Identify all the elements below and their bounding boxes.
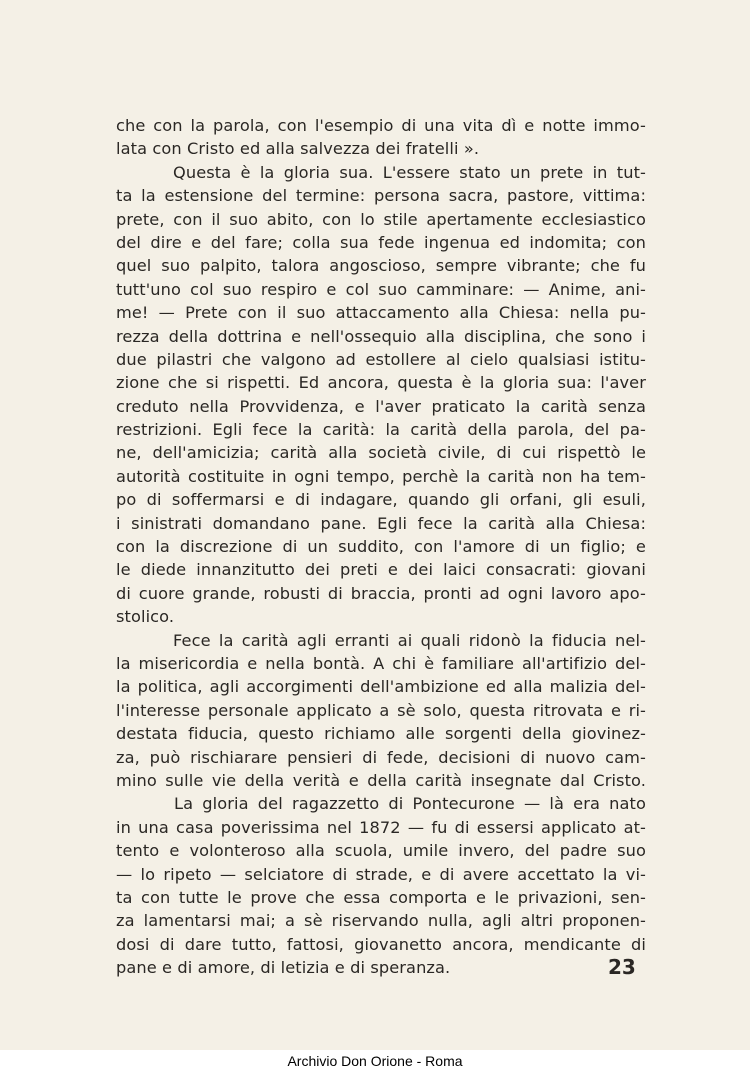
archive-footer: Archivio Don Orione - Roma [0,1050,750,1072]
text-line: che con la parola, con l'esempio di una vita dì e notte immo- [116,116,646,135]
text-line: tento e volonteroso alla scuola, umile invero, del padre suo [116,841,646,861]
text-line: stolico. [116,607,175,627]
text-line: del dire e del fare; colla sua fede ingenua ed indomita; con [116,232,646,252]
text-line: la politica, agli accorgimenti dell'ambizione ed alla malizia del- [116,677,646,697]
text-line: me! — Prete con il suo attaccamento alla Chiesa: nella pu- [116,303,646,323]
text-line: di cuore grande, robusti di braccia, pronti ad ogni lavoro apo- [116,583,646,603]
text-line: autorità costituite in ogni tempo, perchè la carità non ha tem- [116,466,646,486]
text-line: dosi di dare tutto, fattosi, giovanetto ancora, mendicante di [116,934,646,954]
text-line: prete, con il suo abito, con lo stile apertamente ecclesiastico [116,209,646,229]
text-line: Questa è la gloria sua. L'essere stato un prete in tut- [173,162,646,182]
text-line: tutt'uno col suo respiro e col suo camminare: — Anime, ani- [116,279,646,299]
text-line: i sinistrati domandano pane. Egli fece la carità alla Chiesa: [116,513,646,533]
text-line: — lo ripeto — selciatore di strade, e di avere accettato la vi- [116,864,646,884]
text-line: la misericordia e nella bontà. A chi è familiare all'artifizio del- [116,653,646,673]
text-line: za, può rischiarare pensieri di fede, decisioni di nuovo cam- [116,747,646,767]
text-line: ne, dell'amicizia; carità alla società civile, di cui rispettò le [116,443,646,463]
text-line: quel suo palpito, talora angoscioso, sempre vibrante; che fu [116,256,646,276]
text-line: lata con Cristo ed alla salvezza dei fratelli ». [116,139,480,159]
body-text [116,114,646,979]
text-line: ta la estensione del termine: persona sacra, pastore, vittima: [116,186,646,206]
text-line: zione che si rispetti. Ed ancora, questa è la gloria sua: l'aver [116,373,646,393]
text-line: con la discrezione di un suddito, con l'amore di un figlio; e [116,537,646,557]
text-line: due pilastri che valgono ad estollere al cielo qualsiasi istitu- [116,349,646,369]
text-line: po di soffermarsi e di indagare, quando gli orfani, gli esuli, [116,490,646,510]
text-line: ta con tutte le prove che essa comporta e le privazioni, sen- [116,887,646,907]
text-line: in una casa poverissima nel 1872 — fu di essersi applicato at- [116,817,646,837]
text-line: le diede innanzitutto dei preti e dei laici consacrati: giovani [116,560,646,580]
text-line: l'interesse personale applicato a sè solo, questa ritrovata e ri- [116,700,646,720]
text-line: restrizioni. Egli fece la carità: la carità della parola, del pa- [116,420,646,440]
page-number: 23 [608,955,636,979]
text-line: rezza della dottrina e nell'ossequio alla disciplina, che sono i [116,326,646,346]
text-line: za lamentarsi mai; a sè riservando nulla, agli altri proponen- [116,911,646,931]
text-line: destata fiducia, questo richiamo alle sorgenti della giovinez- [116,724,646,744]
text-line: La gloria del ragazzetto di Pontecurone — là era nato [174,794,646,814]
text-line: creduto nella Provvidenza, e l'aver praticato la carità senza [116,396,646,416]
text-line: pane e di amore, di letizia e di speranza. [116,958,451,978]
text-line: Fece la carità agli erranti ai quali ridonò la fiducia nel- [173,630,646,650]
text-line: mino sulle vie della verità e della carità insegnate dal Cristo. [116,770,646,790]
